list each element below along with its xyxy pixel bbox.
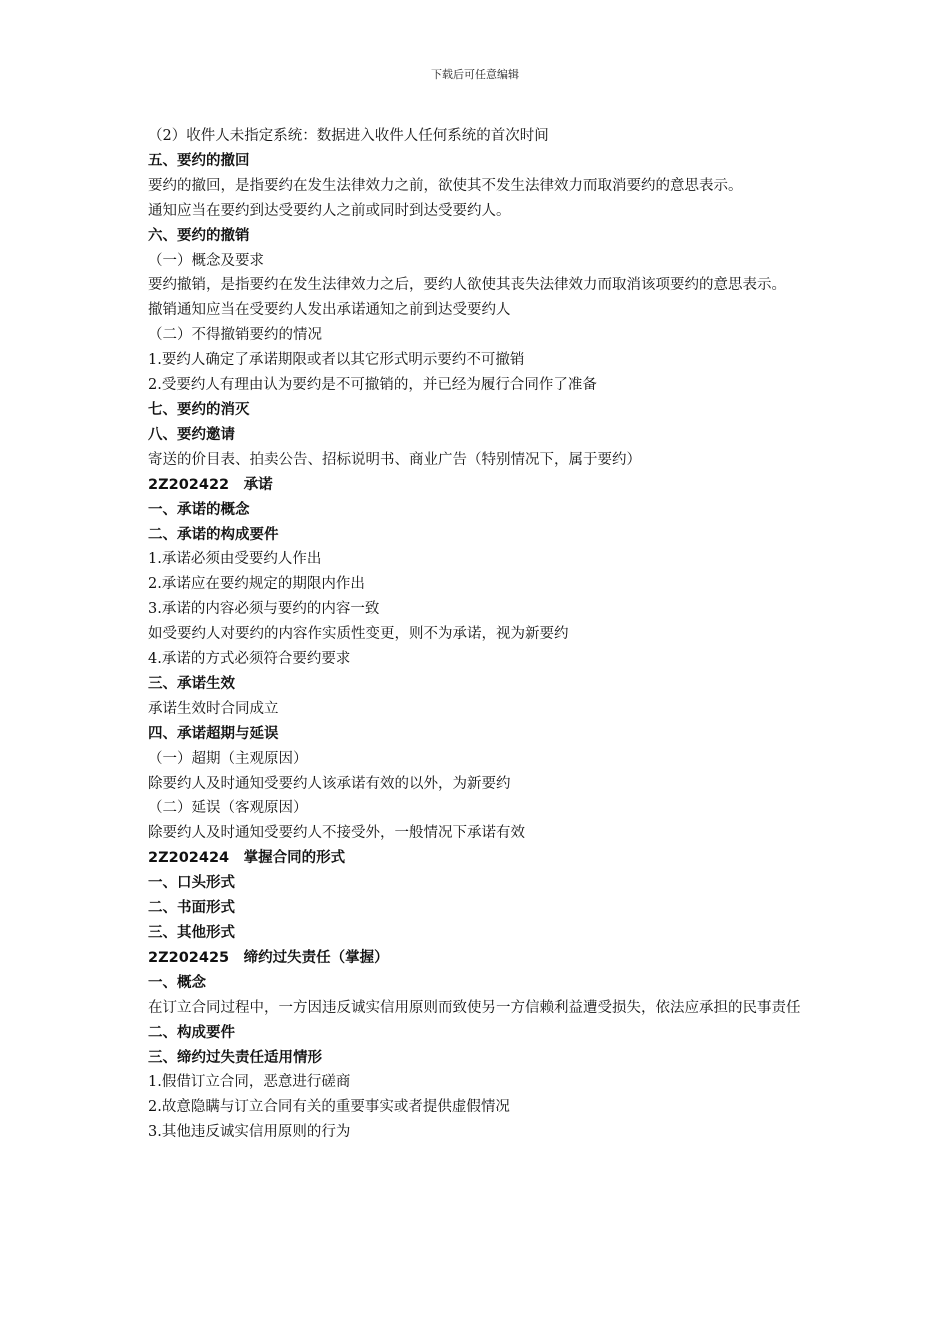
- paragraph-line: 寄送的价目表、拍卖公告、招标说明书、商业广告（特别情况下，属于要约）: [148, 451, 641, 468]
- paragraph-line: 在订立合同过程中，一方因违反诚实信用原则而致使另一方信赖利益遭受损失，依法应承担的民事责任: [148, 999, 801, 1016]
- section-heading: 七、要约的消灭: [148, 401, 250, 418]
- paragraph-line: （二）延误（客观原因）: [148, 800, 308, 817]
- paragraph-line: 2.承诺应在要约规定的期限内作出: [148, 576, 365, 593]
- paragraph-line: 除要约人及时通知受要约人不接受外，一般情况下承诺有效: [148, 825, 525, 842]
- section-heading: 2Z202422 承诺: [148, 476, 273, 493]
- paragraph-line: 1.假借订立合同，恶意进行磋商: [148, 1074, 351, 1091]
- section-heading: 三、其他形式: [148, 925, 235, 941]
- paragraph-line: 撤销通知应当在受要约人发出承诺通知之前到达受要约人: [148, 302, 511, 319]
- paragraph-line: 3.承诺的内容必须与要约的内容一致: [148, 601, 380, 618]
- section-heading: 二、构成要件: [148, 1024, 235, 1041]
- paragraph-line: 3.其他违反诚实信用原则的行为: [148, 1124, 351, 1141]
- paragraph-line: 2.受要约人有理由认为要约是不可撤销的，并已经为履行合同作了准备: [148, 377, 597, 394]
- page-header: 下载后可任意编辑: [431, 68, 519, 81]
- document-body: [116, 124, 836, 1145]
- section-heading: 二、承诺的构成要件: [148, 526, 279, 543]
- section-heading: 一、口头形式: [148, 875, 235, 892]
- paragraph-line: 除要约人及时通知受要约人该承诺有效的以外，为新要约: [148, 775, 511, 792]
- paragraph-line: （二）不得撤销要约的情况: [148, 327, 322, 344]
- paragraph-line: 要约撤销，是指要约在发生法律效力之后，要约人欲使其丧失法律效力而取消该项要约的意思表示。: [148, 277, 786, 294]
- paragraph-line: 4.承诺的方式必须符合要约要求: [148, 651, 351, 668]
- paragraph-line: 1.承诺必须由受要约人作出: [148, 551, 322, 568]
- paragraph-line: 承诺生效时合同成立: [148, 700, 279, 717]
- section-heading: 六、要约的撤销: [148, 227, 250, 244]
- section-heading: 2Z202424 掌握合同的形式: [148, 850, 346, 867]
- section-heading: 五、要约的撤回: [148, 152, 250, 169]
- section-heading: 四、承诺超期与延误: [148, 725, 279, 742]
- section-heading: 一、承诺的概念: [148, 501, 250, 518]
- paragraph-line: （一）超期（主观原因）: [148, 750, 308, 767]
- paragraph-line: 如受要约人对要约的内容作实质性变更，则不为承诺，视为新要约: [148, 626, 569, 643]
- section-heading: 2Z202425 缔约过失责任（掌握）: [148, 949, 389, 966]
- paragraph-line: 1.要约人确定了承诺期限或者以其它形式明示要约不可撤销: [148, 352, 525, 369]
- section-heading: 三、承诺生效: [148, 675, 235, 692]
- section-heading: 八、要约邀请: [148, 426, 235, 443]
- section-heading: 三、缔约过失责任适用情形: [148, 1049, 322, 1066]
- paragraph-line: 通知应当在要约到达受要约人之前或同时到达受要约人。: [148, 202, 511, 219]
- paragraph-line: （一）概念及要求: [148, 252, 264, 269]
- section-heading: 二、书面形式: [148, 900, 235, 917]
- paragraph-line: （2）收件人未指定系统：数据进入收件人任何系统的首次时间: [148, 128, 549, 144]
- paragraph-line: 2.故意隐瞒与订立合同有关的重要事实或者提供虚假情况: [148, 1099, 510, 1116]
- section-heading: 一、概念: [148, 974, 206, 991]
- paragraph-line: 要约的撤回，是指要约在发生法律效力之前，欲使其不发生法律效力而取消要约的意思表示。: [148, 177, 743, 194]
